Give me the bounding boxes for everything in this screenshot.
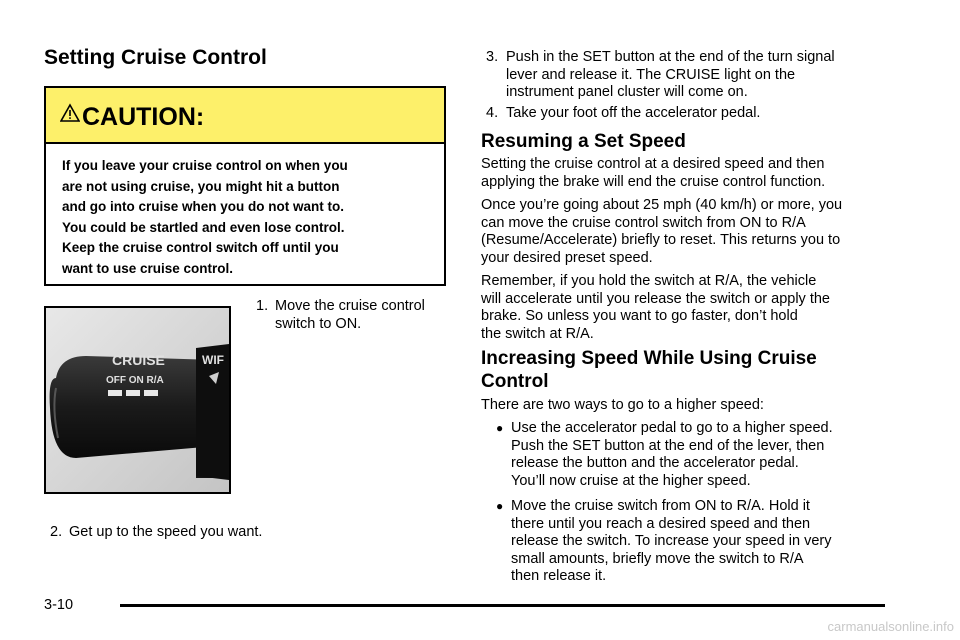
caution-line: Keep the cruise control switch off until you — [62, 240, 339, 255]
text-line: brake. So unless you want to go faster, don’t hold — [481, 308, 798, 324]
step-number: 1. — [256, 298, 269, 314]
text-line: the switch at R/A. — [481, 325, 594, 342]
step-number: 3. — [486, 49, 499, 65]
bullet-item-2 — [496, 498, 916, 586]
caution-line: You could be startled and even lose control. — [62, 219, 345, 235]
text-line: You’ll now cruise at the higher speed. — [511, 472, 751, 489]
text-line: release the switch. To increase your speed in very — [511, 533, 832, 549]
step-text: Get up to the speed you want. — [69, 524, 263, 540]
text-line: Move the cruise switch from ON to R/A. Hold it — [511, 498, 810, 514]
lever-label-positions: OFF ON R/A — [106, 375, 164, 386]
caution-title: CAUTION: — [82, 103, 205, 131]
caution-box — [44, 86, 446, 286]
watermark: carmanualsonline.info — [827, 619, 954, 634]
text-line: Remember, if you hold the switch at R/A, the vehicle — [481, 273, 817, 289]
step-text: Take your foot off the accelerator pedal. — [506, 105, 761, 121]
resuming-paragraph-1 — [481, 156, 911, 191]
step-line: switch to ON. — [275, 315, 362, 332]
text-line: small amounts, briefly move the switch to R/A — [511, 550, 804, 567]
warning-icon — [60, 103, 80, 123]
caution-line: If you leave your cruise control on when you — [62, 158, 348, 173]
text-line: release the button and the accelerator pedal. — [511, 455, 799, 471]
step-number: 4. — [486, 105, 499, 121]
step-line: Move the cruise control — [275, 298, 425, 314]
resuming-heading: Resuming a Set Speed — [481, 131, 686, 152]
text-line: (Resume/Accelerate) briefly to reset. This returns you to — [481, 232, 841, 248]
caution-text — [62, 156, 432, 279]
bullet-icon: ● — [496, 421, 504, 435]
text-line: can move the cruise control switch from ON to R/A — [481, 214, 806, 231]
resuming-paragraph-2 — [481, 197, 911, 267]
step-1 — [256, 298, 456, 333]
increasing-heading — [481, 347, 817, 393]
cruise-control-lever-photo — [44, 306, 231, 494]
footer-rule — [120, 604, 885, 607]
resuming-paragraph-3 — [481, 273, 911, 343]
caution-header — [46, 88, 444, 144]
step-number: 2. — [50, 524, 63, 540]
increasing-intro: There are two ways to go to a higher speed: — [481, 397, 764, 413]
step-line: instrument panel cluster will come on. — [506, 84, 748, 100]
lever-label-cruise: CRUISE — [112, 352, 165, 368]
caution-line: and go into cruise when you do not want to. — [62, 199, 344, 214]
lever-label-wiper: WIF — [202, 353, 224, 367]
step-line: Push in the SET button at the end of the turn signal — [506, 49, 835, 65]
caution-line: want to use cruise control. — [62, 260, 234, 276]
heading-line: Control — [481, 371, 549, 392]
text-line: Push the SET button at the end of the lever, then — [511, 437, 825, 454]
bullet-item-1 — [496, 420, 916, 490]
step-2 — [50, 524, 350, 542]
page-number: 3-10 — [44, 597, 74, 613]
step-line: lever and release it. The CRUISE light on the — [506, 66, 796, 83]
step-3 — [486, 49, 906, 102]
section-heading: Setting Cruise Control — [44, 46, 267, 69]
heading-line: Increasing Speed While Using Cruise — [481, 348, 817, 369]
text-line: there until you reach a desired speed and then — [511, 515, 811, 532]
text-line: will accelerate until you release the switch or apply the — [481, 290, 830, 307]
text-line: Setting the cruise control at a desired speed and then — [481, 156, 825, 172]
text-line: applying the brake will end the cruise control function. — [481, 173, 826, 190]
text-line: then release it. — [511, 568, 607, 584]
caution-line: are not using cruise, you might hit a button — [62, 178, 340, 194]
bullet-icon: ● — [496, 499, 504, 513]
text-line: your desired preset speed. — [481, 249, 653, 266]
step-4 — [486, 105, 906, 123]
text-line: Use the accelerator pedal to go to a higher speed. — [511, 420, 833, 436]
text-line: Once you’re going about 25 mph (40 km/h) or more, you — [481, 197, 843, 213]
